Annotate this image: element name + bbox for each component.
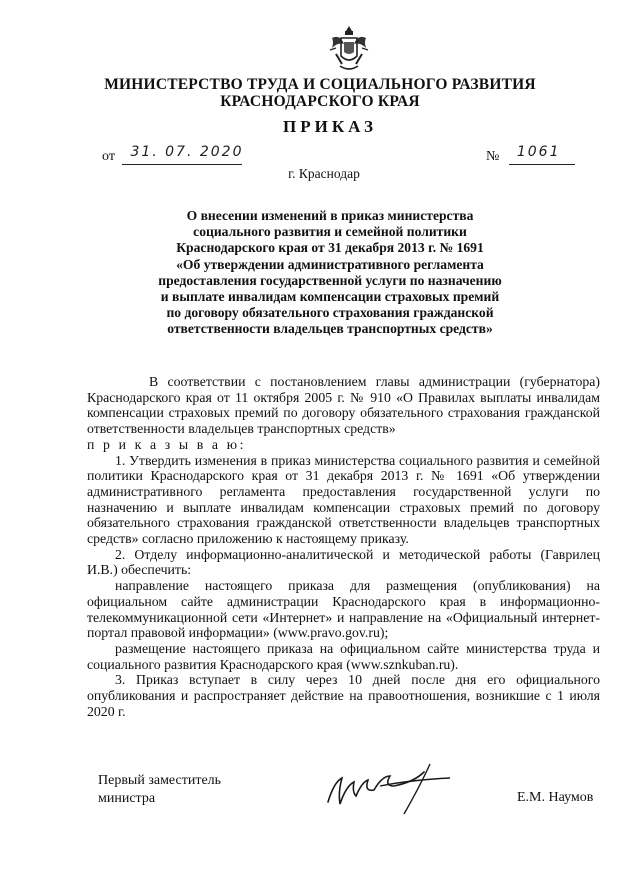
document-title: ПРИКАЗ	[283, 117, 377, 136]
date-line	[122, 144, 244, 165]
handwritten-signature	[320, 756, 460, 818]
clause-3: 3. Приказ вступает в силу через 10 дней после дня его официального опубликования и распространяет действие на правоотношения, возникшие с 1 июля 2020 г.	[87, 672, 600, 719]
date-prefix: от	[102, 149, 115, 164]
subject-line: предоставления государственной услуги по назначению	[158, 272, 502, 288]
ministry-header	[80, 76, 560, 110]
position-line2: министра	[98, 791, 156, 806]
handwritten-date: 31. 07. 2020	[130, 144, 244, 160]
subject-line: и выплате инвалидам компенсации страховых премий	[160, 289, 500, 305]
signatory-position	[98, 772, 221, 808]
city-label: г. Краснодар	[288, 166, 360, 181]
order-subject	[120, 208, 540, 338]
subject-line: Краснодарского края от 31 декабря 2013 г. № 1691	[176, 240, 484, 256]
subject-line: ответственности владельцев транспортных средств»	[167, 321, 493, 337]
position-line1: Первый заместитель	[98, 773, 222, 788]
handwritten-number: 1061	[516, 144, 561, 160]
preamble-paragraph: В соответствии с постановлением главы администрации (губернатора) Краснодарского края от 11 октября 2005 г. № 910 «О Правилах выплаты инвалидам компенсации страховых премий по договору обязательного страхования гражданской ответственности владельцев транспортных средств»	[87, 374, 600, 437]
clause-2-item-2: размещение настоящего приказа на официальном сайте министерства труда и социального развития Краснодарского края (www.sznkuban.ru).	[87, 640, 600, 672]
order-body	[87, 374, 600, 719]
subject-line: О внесении изменений в приказ министерства	[186, 208, 474, 223]
clause-2-item-1: направление настоящего приказа для размещения (опубликования) на официальном сайте администрации Краснодарского края в информационно-телекоммуникационной сети «Интернет» и направление на «Официальный интернет-портал правовой информации» (www.pravo.gov.ru);	[87, 578, 600, 641]
ministry-name-line1: МИНИСТЕРСТВО ТРУДА И СОЦИАЛЬНОГО РАЗВИТИЯ	[104, 76, 536, 93]
clause-2: 2. Отделу информационно-аналитической и методической работы (Гаврилец И.В.) обеспечить:	[87, 546, 600, 578]
number-line	[509, 144, 575, 165]
subject-line: «Об утверждении административного регламента	[176, 256, 484, 272]
clause-1: 1. Утвердить изменения в приказ министерства социального развития и семейной политики Краснодарского края от 31 декабря 2013 г. № 1691 «Об утверждении административного регламента предоставления государственной услуги по назначению и выплате инвалидам компенсации страховых премий по договору обязательного страхования гражданской ответственности владельцев транспортных средств» согласно приложению к настоящему приказу.	[87, 452, 600, 547]
coat-of-arms-icon	[326, 24, 372, 74]
signatory-name: Е.М. Наумов	[517, 790, 594, 805]
subject-line: по договору обязательного страхования гражданской	[166, 305, 494, 321]
command-word: п р и к а з ы в а ю:	[87, 436, 247, 452]
order-date-field	[102, 144, 244, 165]
subject-line: социального развития и семейной политики	[193, 224, 467, 240]
ministry-name-line2: КРАСНОДАРСКОГО КРАЯ	[220, 93, 420, 110]
number-prefix: №	[486, 149, 500, 164]
order-number-field	[486, 144, 575, 165]
